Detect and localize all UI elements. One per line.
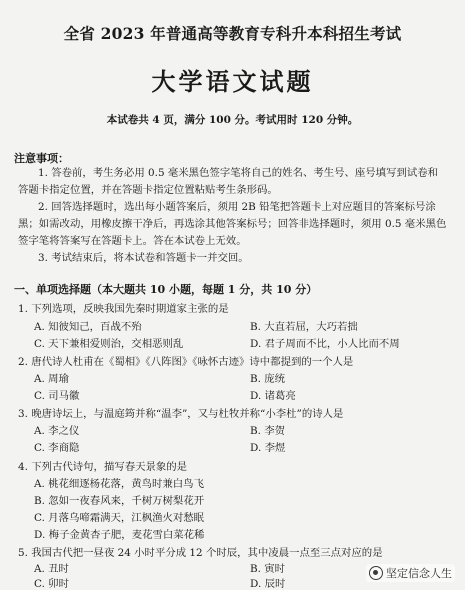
question-2-option-a: A. 周瑜	[34, 373, 69, 385]
section1-heading: 一、单项选择题（本大题共 10 小题，每题 1 分，共 10 分）	[14, 283, 318, 296]
watermark-logo-icon	[369, 566, 383, 580]
question-2-option-d: D. 诸葛亮	[250, 390, 296, 402]
notice-item-1-line-1: 1. 答卷前，考生务必用 0.5 毫米黑色签字笔将自己的姓名、考生号、座号填写到试卷和	[38, 167, 439, 179]
question-3-option-d: D. 李煜	[250, 442, 286, 454]
exam-info: 本试卷共 4 页，满分 100 分。考试用时 120 分钟。	[106, 114, 359, 126]
paper-title: 大学语文试题	[151, 67, 314, 96]
question-3-stem: 3. 晚唐诗坛上，与温庭筠并称“温李”，又与杜牧并称“小李杜”的诗人是	[18, 408, 344, 420]
question-3-option-c: C. 李商隐	[34, 442, 80, 454]
question-4-stem: 4. 下列古代诗句，描写春天景象的是	[18, 461, 188, 473]
notice-item-2-line-3: 签字笔将答案写在答题卡上。答在本试卷上无效。	[18, 235, 247, 247]
question-1-option-c: C. 天下兼相爱则治，交相恶则乱	[34, 338, 184, 350]
question-2-stem: 2. 唐代诗人杜甫在《蜀相》《八阵图》《咏怀古迹》诗中都提到的一个人是	[18, 356, 354, 368]
question-4-option-d: D. 梅子金黄杏子肥，麦花雪白菜花稀	[34, 529, 205, 541]
question-2-option-b: B. 庞统	[250, 373, 286, 385]
notice-item-2-line-2: 黑；如需改动，用橡皮擦干净后，再选涂其他答案标号；回答非选择题时，须用 0.5 毫米黑色	[18, 218, 447, 230]
question-2-option-c: C. 司马徽	[34, 390, 80, 402]
exam-title: 全省 2023 年普通高等教育专科升本科招生考试	[63, 24, 402, 43]
question-4-option-c: C. 月落乌啼霜满天，江枫渔火对愁眠	[34, 512, 205, 524]
question-5-stem: 5. 我国古代把一昼夜 24 小时平分成 12 个时辰，其中凌晨一点至三点对应的是	[18, 547, 383, 559]
question-5-option-a: A. 丑时	[34, 563, 69, 575]
question-3-option-a: A. 李之仪	[34, 425, 80, 437]
question-1-option-d: D. 君子周而不比，小人比而不周	[250, 338, 400, 350]
question-5-option-c: C. 卯时	[34, 578, 69, 590]
question-3-option-b: B. 李贺	[250, 425, 286, 437]
notice-item-1-line-2: 答题卡指定位置，并在答题卡指定位置粘贴考生条形码。	[18, 184, 278, 196]
notice-item-2-line-1: 2. 回答选择题时，选出每小题答案后，须用 2B 铅笔把答题卡上对应题目的答案标号涂	[38, 201, 436, 213]
watermark	[366, 564, 455, 582]
question-5-option-d: D. 辰时	[250, 578, 286, 590]
question-4-option-a: A. 桃花细逐杨花落，黄鸟时兼白鸟飞	[34, 478, 204, 490]
question-1-option-b: B. 大直若屈，大巧若拙	[250, 321, 358, 333]
question-4-option-b: B. 忽如一夜春风来，千树万树梨花开	[34, 495, 205, 507]
question-1-stem: 1. 下列选项，反映我国先秦时期道家主张的是	[18, 303, 229, 315]
watermark-text: 坚定信念人生	[386, 567, 452, 580]
notice-item-3: 3. 考试结束后，将本试卷和答题卡一并交回。	[38, 252, 249, 264]
question-1-option-a: A. 知彼知己，百战不殆	[34, 321, 142, 333]
question-5-option-b: B. 寅时	[250, 563, 286, 575]
notice-heading: 注意事项：	[14, 152, 69, 165]
